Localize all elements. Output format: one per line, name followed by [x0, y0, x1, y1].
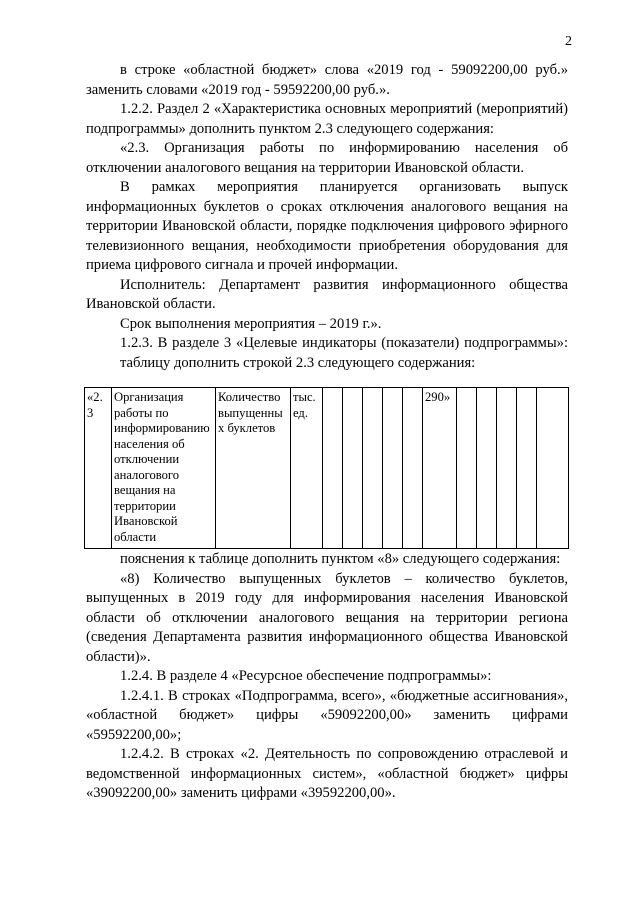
table-row: [85, 388, 569, 549]
paragraph: 1.2.2. Раздел 2 «Характеристика основных мероприятий (мероприятий) подпрограммы» дополнить пунктом 2.3 следующего содержания:: [86, 101, 568, 137]
table-cell: [343, 388, 363, 549]
table-cell: [323, 388, 343, 549]
paragraph: «8) Количество выпущенных буклетов – количество буклетов, выпущенных в 2019 году для информирования населения Ивановской области об отключении аналогового вещания на территории региона (сведения Департамента развития информационного общества Ивановской области)».: [86, 570, 568, 665]
table-cell-number: «2.3: [85, 388, 112, 549]
document-body: [86, 61, 568, 804]
paragraph: 1.2.4.1. В строках «Подпрограмма, всего», «бюджетные ассигнования», «областной бюджет» цифры «59092200,00» заменить цифрами «59592200,00»;: [86, 687, 568, 743]
table-cell: [497, 388, 517, 549]
paragraph: Срок выполнения мероприятия – 2019 г.».: [120, 315, 382, 332]
table-cell: [517, 388, 537, 549]
paragraph: В рамках мероприятия планируется организовать выпуск информационных буклетов о сроках отключения аналогового вещания на территории Ивановской области, порядке подключения цифрового эфирного телевизионного вещания, необходимости приобретения оборудования для приема цифрового сигнала и прочей информации.: [86, 179, 568, 273]
indicator-table: [84, 387, 569, 549]
paragraph: в строке «областной бюджет» слова «2019 год - 59092200,00 руб.» заменить словами «2019 год - 59592200,00 руб.».: [86, 62, 568, 98]
paragraph: Исполнитель: Департамент развития информационного общества Ивановской области.: [86, 276, 568, 312]
paragraph: 1.2.4.2. В строках «2. Деятельность по сопровождению отраслевой и ведомственной информационных систем», «областной бюджет» цифры «39092200,00» заменить цифрами «39592200,00».: [86, 746, 568, 801]
paragraph: 1.2.3. В разделе 3 «Целевые индикаторы (показатели) подпрограммы»:: [120, 335, 568, 351]
table-cell: [477, 388, 497, 549]
paragraph: пояснения к таблице дополнить пунктом «8» следующего содержания:: [120, 551, 561, 567]
paragraph: 1.2.4. В разделе 4 «Ресурсное обеспечение подпрограммы»:: [120, 668, 492, 684]
table-cell-indicator: Количество выпущенных буклетов: [216, 388, 291, 549]
table-cell: [457, 388, 477, 549]
table-cell: [363, 388, 383, 549]
table-cell: [383, 388, 403, 549]
paragraph: «2.3. Организация работы по информированию населения об отключении аналогового вещания на территории Ивановской области.: [86, 140, 568, 176]
page-number: 2: [565, 34, 572, 49]
paragraph: таблицу дополнить строкой 2.3 следующего содержания:: [120, 354, 476, 371]
table-cell: [403, 388, 423, 549]
table-cell-name: Организация работы по информированию населения об отключении аналогового вещания на территории Ивановской области: [112, 388, 216, 549]
table-cell-unit: тыс. ед.: [291, 388, 323, 549]
table-cell-value: 290»: [423, 388, 457, 549]
table-cell: [537, 388, 569, 549]
